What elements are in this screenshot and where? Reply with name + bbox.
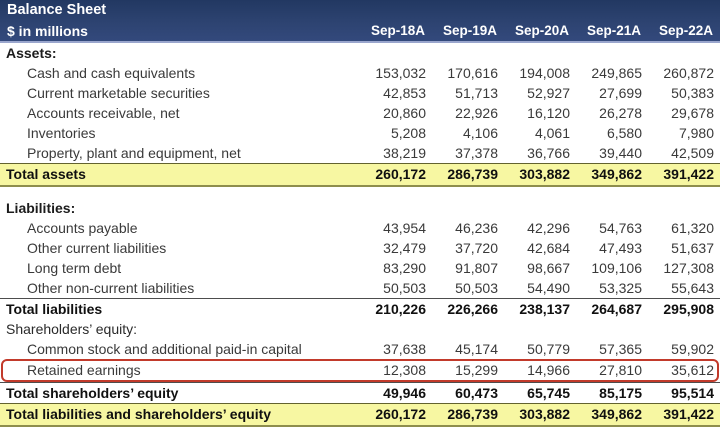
cell-value: 37,378: [455, 145, 498, 161]
cell-value: 153,032: [375, 65, 426, 81]
row-label: Total shareholders’ equity: [6, 385, 179, 401]
cell-value: 194,008: [519, 65, 570, 81]
cell-value: 47,493: [599, 240, 642, 256]
cell-value: 57,365: [599, 341, 642, 357]
cell-value: 238,137: [519, 301, 570, 317]
cell-value: 49,946: [383, 385, 426, 401]
row-label: Retained earnings: [27, 362, 141, 378]
cell-value: 391,422: [663, 406, 714, 422]
row-label: Cash and cash equivalents: [27, 65, 196, 81]
cell-value: 127,308: [663, 260, 714, 276]
cell-value: 303,882: [519, 166, 570, 182]
column-header-sep-20a: Sep-20A: [514, 23, 569, 38]
row-label: Common stock and additional paid-in capital: [27, 341, 302, 357]
row-property-plant-equipment-net: [0, 143, 720, 163]
cell-value: 260,172: [375, 406, 426, 422]
cell-value: 349,862: [591, 406, 642, 422]
column-header-row: [0, 21, 720, 41]
cell-value: 83,290: [383, 260, 426, 276]
cell-value: 51,713: [455, 85, 498, 101]
row-label: Inventories: [27, 125, 96, 141]
cell-value: 391,422: [663, 166, 714, 182]
row-accounts-receivable-net: [0, 103, 720, 123]
row-label: Property, plant and equipment, net: [27, 145, 241, 161]
cell-value: 54,763: [599, 220, 642, 236]
cell-value: 27,810: [599, 362, 642, 378]
cell-value: 50,383: [671, 85, 714, 101]
cell-value: 32,479: [383, 240, 426, 256]
cell-value: 45,174: [455, 341, 498, 357]
section-header-liabilities: [0, 198, 720, 218]
units-label: $ in millions: [7, 23, 88, 39]
row-label: Long term debt: [27, 260, 122, 276]
cell-value: 38,219: [383, 145, 426, 161]
cell-value: 91,807: [455, 260, 498, 276]
row-label: Shareholders’ equity:: [6, 321, 138, 337]
cell-value: 50,779: [527, 341, 570, 357]
cell-value: 54,490: [527, 280, 570, 296]
cell-value: 43,954: [383, 220, 426, 236]
cell-value: 85,175: [599, 385, 642, 401]
cell-value: 61,320: [671, 220, 714, 236]
cell-value: 4,061: [534, 125, 570, 141]
row-total-assets: [0, 163, 720, 187]
row-label: Total assets: [6, 166, 86, 182]
cell-value: 60,473: [455, 385, 498, 401]
cell-value: 26,278: [599, 105, 642, 121]
row-cash-and-cash-equivalents: [0, 63, 720, 83]
cell-value: 22,926: [455, 105, 498, 121]
cell-value: 210,226: [375, 301, 426, 317]
column-header-sep-22a: Sep-22A: [658, 23, 713, 38]
row-label: Accounts receivable, net: [27, 105, 180, 121]
cell-value: 46,236: [455, 220, 498, 236]
cell-value: 4,106: [462, 125, 498, 141]
column-header-sep-19a: Sep-19A: [442, 23, 497, 38]
row-current-marketable-securities: [0, 83, 720, 103]
cell-value: 50,503: [383, 280, 426, 296]
cell-value: 39,440: [599, 145, 642, 161]
row-retained-earnings: [0, 359, 720, 382]
row-long-term-debt: [0, 258, 720, 278]
row-other-current-liabilities: [0, 238, 720, 258]
cell-value: 52,927: [527, 85, 570, 101]
row-label: Assets:: [6, 45, 57, 61]
row-total-liabilities: [0, 298, 720, 319]
cell-value: 226,266: [447, 301, 498, 317]
row-label: Other non-current liabilities: [27, 280, 195, 296]
cell-value: 295,908: [663, 301, 714, 317]
cell-value: 7,980: [678, 125, 714, 141]
row-other-non-current-liabilities: [0, 278, 720, 298]
row-label: Accounts payable: [27, 220, 138, 236]
sheet-title: Balance Sheet: [7, 2, 107, 18]
column-header-sep-21a: Sep-21A: [586, 23, 641, 38]
cell-value: 20,860: [383, 105, 426, 121]
row-label: Total liabilities: [6, 301, 103, 317]
cell-value: 35,612: [671, 362, 714, 378]
cell-value: 260,872: [663, 65, 714, 81]
cell-value: 36,766: [527, 145, 570, 161]
section-header-assets: [0, 43, 720, 63]
cell-value: 50,503: [455, 280, 498, 296]
cell-value: 95,514: [671, 385, 714, 401]
row-label: Total liabilities and shareholders’ equity: [6, 406, 272, 422]
row-inventories: [0, 123, 720, 143]
cell-value: 42,853: [383, 85, 426, 101]
cell-value: 264,687: [591, 301, 642, 317]
cell-value: 14,966: [527, 362, 570, 378]
cell-value: 12,308: [383, 362, 426, 378]
cell-value: 16,120: [527, 105, 570, 121]
cell-value: 286,739: [447, 406, 498, 422]
row-accounts-payable: [0, 218, 720, 238]
column-header-sep-18a: Sep-18A: [370, 23, 425, 38]
sheet-body: [0, 43, 720, 427]
cell-value: 59,902: [671, 341, 714, 357]
cell-value: 27,699: [599, 85, 642, 101]
cell-value: 29,678: [671, 105, 714, 121]
cell-value: 65,745: [527, 385, 570, 401]
cell-value: 42,509: [671, 145, 714, 161]
section-gap: [0, 187, 720, 198]
section-header-shareholders-equity: [0, 319, 720, 339]
cell-value: 349,862: [591, 166, 642, 182]
cell-value: 260,172: [375, 166, 426, 182]
cell-value: 42,684: [527, 240, 570, 256]
cell-value: 42,296: [527, 220, 570, 236]
row-common-stock-and-apic: [0, 339, 720, 359]
cell-value: 55,643: [671, 280, 714, 296]
cell-value: 249,865: [591, 65, 642, 81]
row-total-shareholders-equity: [0, 382, 720, 403]
row-label: Other current liabilities: [27, 240, 167, 256]
cell-value: 286,739: [447, 166, 498, 182]
sheet-header: [0, 0, 720, 43]
cell-value: 109,106: [591, 260, 642, 276]
cell-value: 15,299: [455, 362, 498, 378]
cell-value: 37,720: [455, 240, 498, 256]
cell-value: 53,325: [599, 280, 642, 296]
cell-value: 37,638: [383, 341, 426, 357]
cell-value: 51,637: [671, 240, 714, 256]
row-total-liabilities-and-shareholders-equity: [0, 403, 720, 427]
cell-value: 98,667: [527, 260, 570, 276]
cell-value: 303,882: [519, 406, 570, 422]
cell-value: 6,580: [606, 125, 642, 141]
row-label: Current marketable securities: [27, 85, 210, 101]
row-label: Liabilities:: [6, 200, 76, 216]
cell-value: 170,616: [447, 65, 498, 81]
cell-value: 5,208: [390, 125, 426, 141]
